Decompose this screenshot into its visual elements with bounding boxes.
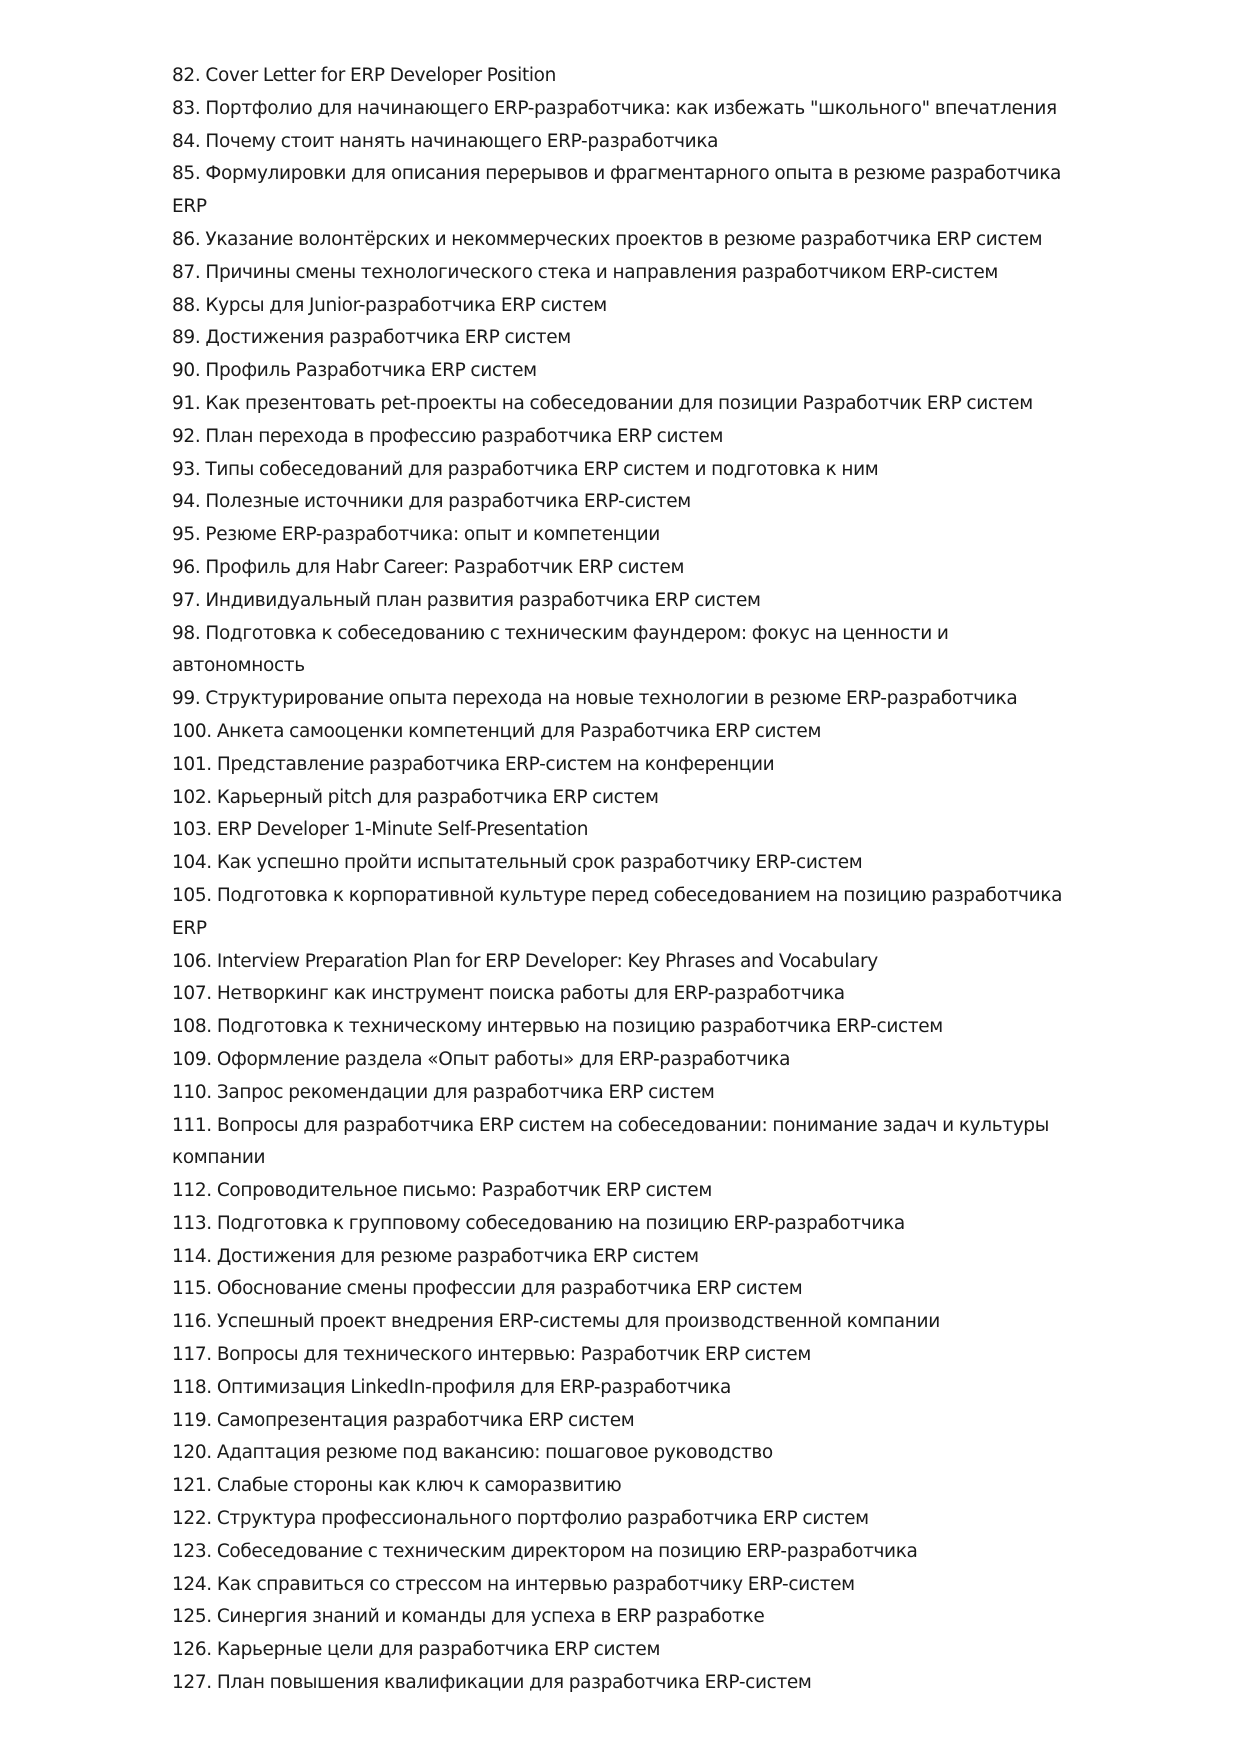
article-list <box>172 60 1082 1700</box>
list-item[interactable]: 123. Собеседование с техническим директором на позицию ERP-разработчика <box>172 1540 918 1562</box>
list-item[interactable]: 111. Вопросы для разработчика ERP систем на собеседовании: понимание задач и культуры компании <box>172 1114 1049 1169</box>
list-item[interactable]: 94. Полезные источники для разработчика ERP-систем <box>172 491 691 513</box>
list-item[interactable]: 85. Формулировки для описания перерывов и фрагментарного опыта в резюме разработчика ERP <box>172 163 1062 218</box>
list-item[interactable]: 101. Представление разработчика ERP-систем на конференции <box>172 753 775 775</box>
list-item[interactable]: 93. Типы собеседований для разработчика ERP систем и подготовка к ним <box>172 458 879 480</box>
list-item[interactable]: 91. Как презентовать pet-проекты на собеседовании для позиции Разработчик ERP систем <box>172 392 1033 414</box>
list-item[interactable]: 95. Резюме ERP-разработчика: опыт и компетенции <box>172 524 660 546</box>
list-item[interactable]: 114. Достижения для резюме разработчика ERP систем <box>172 1245 699 1267</box>
list-item[interactable]: 87. Причины смены технологического стека и направления разработчиком ERP-систем <box>172 261 998 283</box>
list-item[interactable]: 98. Подготовка к собеседованию с техническим фаундером: фокус на ценности и автономность <box>172 622 949 677</box>
list-item[interactable]: 106. Interview Preparation Plan for ERP Developer: Key Phrases and Vocabulary <box>172 950 878 972</box>
list-item[interactable]: 120. Адаптация резюме под вакансию: пошаговое руководство <box>172 1442 773 1464</box>
list-item[interactable]: 104. Как успешно пройти испытательный срок разработчику ERP-систем <box>172 852 863 874</box>
list-item[interactable]: 118. Оптимизация LinkedIn-профиля для ERP-разработчика <box>172 1376 732 1398</box>
list-item[interactable]: 86. Указание волонтёрских и некоммерческих проектов в резюме разработчика ERP систем <box>172 228 1043 250</box>
list-item[interactable]: 97. Индивидуальный план развития разработчика ERP систем <box>172 589 761 611</box>
list-item[interactable]: 121. Слабые стороны как ключ к саморазвитию <box>172 1475 622 1497</box>
list-item[interactable]: 122. Структура профессионального портфолио разработчика ERP систем <box>172 1508 869 1530</box>
list-item[interactable]: 89. Достижения разработчика ERP систем <box>172 327 571 349</box>
list-item[interactable]: 107. Нетворкинг как инструмент поиска работы для ERP-разработчика <box>172 983 845 1005</box>
list-item[interactable]: 126. Карьерные цели для разработчика ERP систем <box>172 1639 661 1661</box>
list-item[interactable]: 83. Портфолио для начинающего ERP-разработчика: как избежать "школьного" впечатления <box>172 97 1057 119</box>
list-item[interactable]: 112. Сопроводительное письмо: Разработчик ERP систем <box>172 1180 712 1202</box>
list-item[interactable]: 90. Профиль Разработчика ERP систем <box>172 360 537 382</box>
list-item[interactable]: 113. Подготовка к групповому собеседованию на позицию ERP-разработчика <box>172 1212 905 1234</box>
list-item[interactable]: 125. Синергия знаний и команды для успеха в ERP разработке <box>172 1606 765 1628</box>
list-item[interactable]: 102. Карьерный pitch для разработчика ERP систем <box>172 786 659 808</box>
list-item[interactable]: 108. Подготовка к техническому интервью на позицию разработчика ERP-систем <box>172 1016 943 1038</box>
list-item[interactable]: 82. Cover Letter for ERP Developer Position <box>172 65 557 86</box>
list-item[interactable]: 115. Обоснование смены профессии для разработчика ERP систем <box>172 1278 803 1300</box>
list-item[interactable]: 117. Вопросы для технического интервью: Разработчик ERP систем <box>172 1344 811 1366</box>
list-item[interactable]: 103. ERP Developer 1-Minute Self-Presentation <box>172 819 589 841</box>
list-item[interactable]: 110. Запрос рекомендации для разработчика ERP систем <box>172 1081 715 1103</box>
list-item[interactable]: 88. Курсы для Junior-разработчика ERP систем <box>172 294 607 316</box>
list-item[interactable]: 92. План перехода в профессию разработчика ERP систем <box>172 425 724 447</box>
list-item[interactable]: 96. Профиль для Habr Career: Разработчик ERP систем <box>172 556 685 578</box>
list-item[interactable]: 99. Структурирование опыта перехода на новые технологии в резюме ERP-разработчика <box>172 688 1018 710</box>
list-item[interactable]: 127. План повышения квалификации для разработчика ERP-систем <box>172 1672 812 1694</box>
list-item[interactable]: 100. Анкета самооценки компетенций для Разработчика ERP систем <box>172 720 822 742</box>
list-item[interactable]: 105. Подготовка к корпоративной культуре перед собеседованием на позицию разработчика ERP <box>172 884 1063 939</box>
list-item[interactable]: 124. Как справиться со стрессом на интервью разработчику ERP-систем <box>172 1573 855 1595</box>
list-item[interactable]: 119. Самопрезентация разработчика ERP систем <box>172 1409 635 1431</box>
list-item[interactable]: 109. Оформление раздела «Опыт работы» для ERP-разработчика <box>172 1048 791 1070</box>
list-item[interactable]: 116. Успешный проект внедрения ERP-системы для производственной компании <box>172 1311 940 1333</box>
list-item[interactable]: 84. Почему стоит нанять начинающего ERP-разработчика <box>172 130 719 152</box>
